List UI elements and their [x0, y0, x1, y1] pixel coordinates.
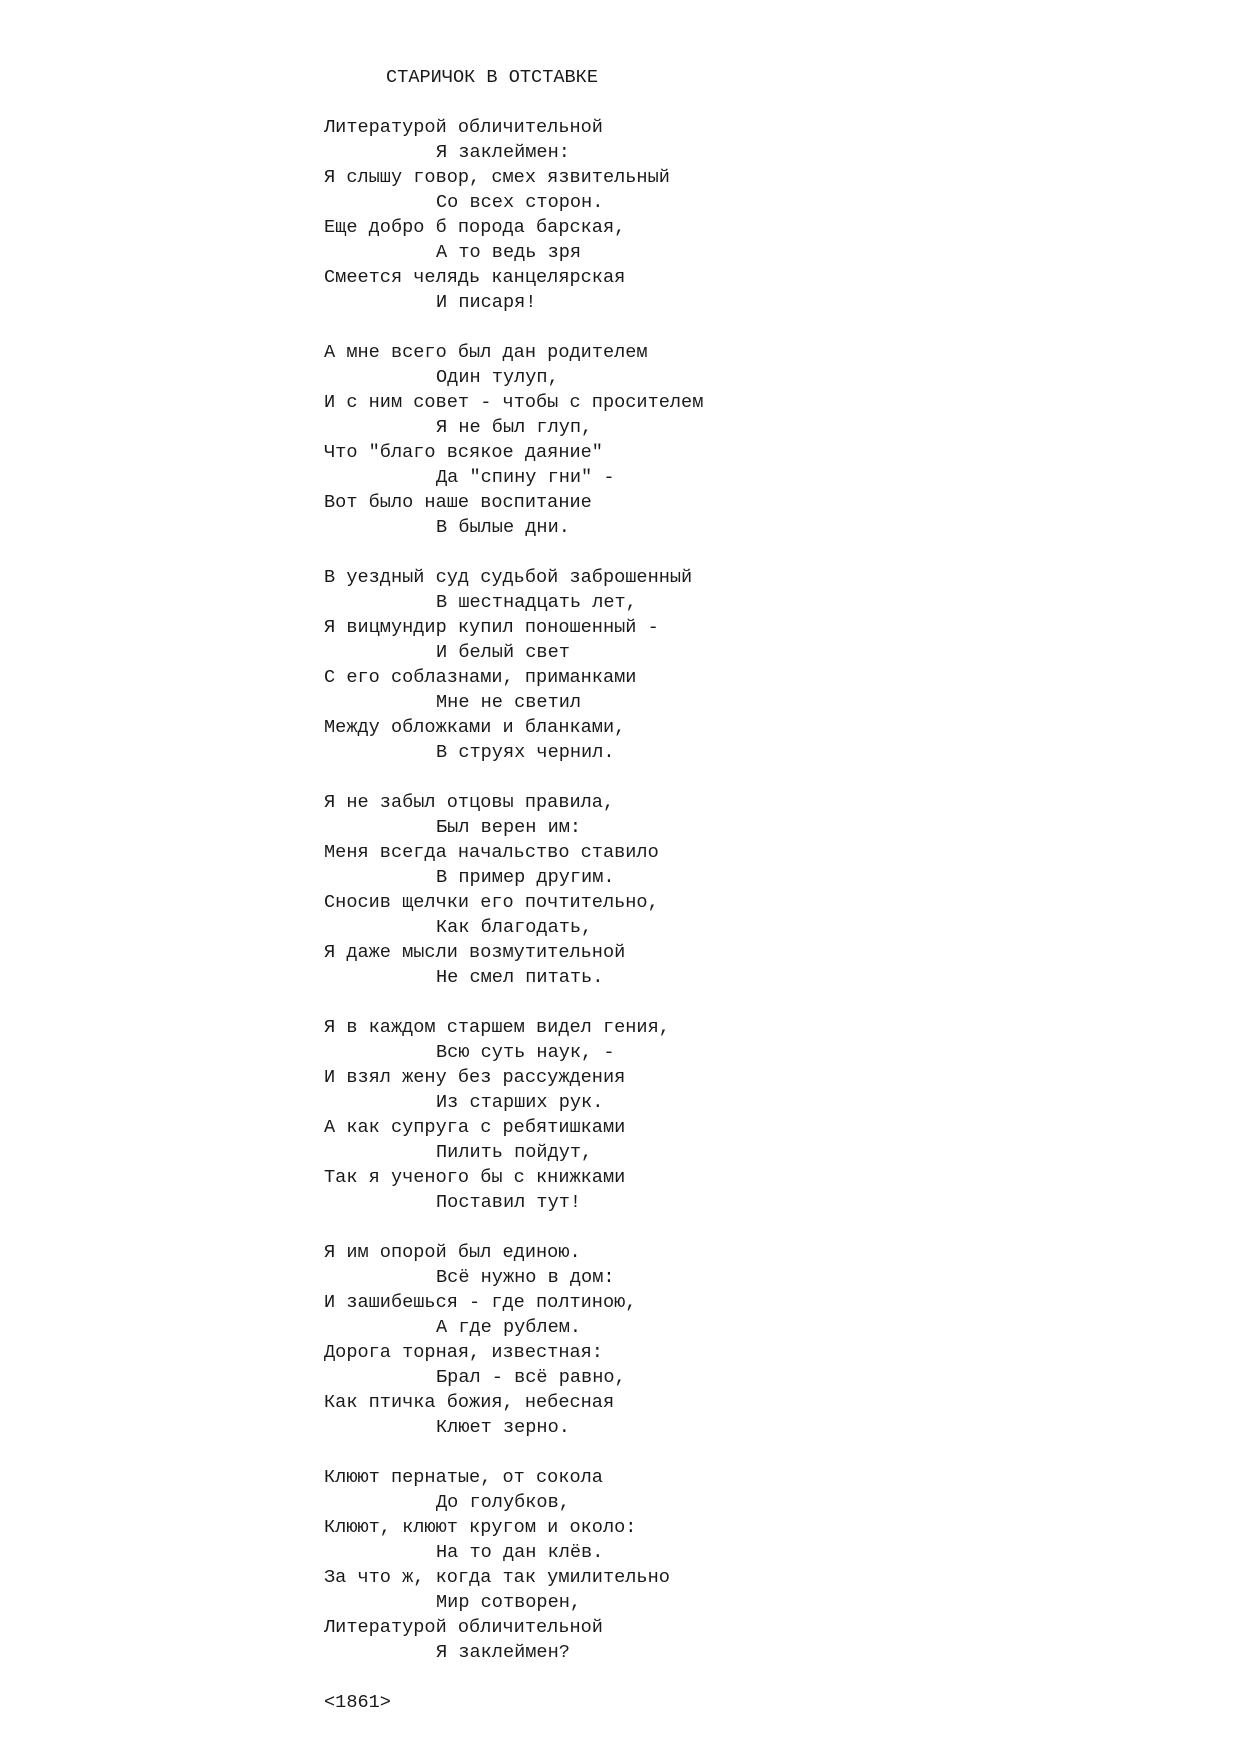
poem-title: СТАРИЧОК В ОТСТАВКЕ — [386, 67, 599, 88]
poem-line: В пример другим. — [436, 867, 615, 888]
poem-line: Так я ученого бы с книжками — [324, 1167, 626, 1188]
poem-line: Я не забыл отцовы правила, — [324, 792, 615, 813]
poem-line: Литературой обличительной — [324, 117, 603, 138]
poem-line: И с ним совет - чтобы с просителем — [324, 392, 704, 413]
poem-line: Вот было наше воспитание — [324, 492, 592, 513]
poem-line: Что "благо всякое даяние" — [324, 442, 603, 463]
poem-line: Со всех сторон. — [436, 192, 604, 213]
poem-line: И взял жену без рассуждения — [324, 1067, 626, 1088]
poem-line: А как супруга с ребятишками — [324, 1117, 626, 1138]
poem-line: А то ведь зря — [436, 242, 582, 263]
poem-line: Я заклеймен: — [436, 142, 570, 163]
poem-line: Как благодать, — [436, 917, 593, 938]
poem-line: Я им опорой был единою. — [324, 1242, 581, 1263]
poem-line: Всё нужно в дом: — [436, 1267, 615, 1288]
poem-line: Я в каждом старшем видел гения, — [324, 1017, 670, 1038]
poem-line: А где рублем. — [436, 1317, 582, 1338]
poem-line: Дорога торная, известная: — [324, 1342, 603, 1363]
poem-line: Я заклеймен? — [436, 1642, 570, 1663]
stanza — [324, 115, 703, 315]
poem-line: Я не был глуп, — [436, 417, 593, 438]
poem-line: В шестнадцать лет, — [436, 592, 637, 613]
poem-line: Мне не светил — [436, 692, 582, 713]
poem-date: <1861> — [324, 1692, 391, 1713]
stanza — [324, 565, 703, 765]
poem-line: На то дан клёв. — [436, 1542, 604, 1563]
poem-line: Был верен им: — [436, 817, 582, 838]
poem-line: До голубков, — [436, 1492, 570, 1513]
poem-line: Из старших рук. — [436, 1092, 604, 1113]
poem-line: Сносив щелчки его почтительно, — [324, 892, 659, 913]
poem-line: Еще добро б порода барская, — [324, 217, 626, 238]
poem-line: В былые дни. — [436, 517, 570, 538]
poem-line: Брал - всё равно, — [436, 1367, 626, 1388]
poem-line: Литературой обличительной — [324, 1617, 603, 1638]
stanza — [324, 1015, 703, 1215]
poem-line: Я слышу говор, смех язвительный — [324, 167, 670, 188]
poem-line: Я даже мысли возмутительной — [324, 942, 626, 963]
poem-body — [324, 115, 703, 1715]
poem-line: И зашибешься - где полтиною, — [324, 1292, 637, 1313]
poem-line: За что ж, когда так умилительно — [324, 1567, 670, 1588]
poem-line: В струях чернил. — [436, 742, 615, 763]
poem-line: Клюет зерно. — [436, 1417, 570, 1438]
stanza — [324, 1240, 703, 1440]
poem-line: Смеется челядь канцелярская — [324, 267, 626, 288]
poem-line: А мне всего был дан родителем — [324, 342, 648, 363]
poem-line: Не смел питать. — [436, 967, 604, 988]
poem-line: Как птичка божия, небесная — [324, 1392, 615, 1413]
poem-line: Клюют, клюют кругом и около: — [324, 1517, 637, 1538]
poem-line: Поставил тут! — [436, 1192, 582, 1213]
stanza — [324, 790, 703, 990]
poem-line: В уездный суд судьбой заброшенный — [324, 567, 693, 588]
poem-line: И белый свет — [436, 642, 570, 663]
stanza — [324, 1465, 703, 1665]
poem-line: Клюют пернатые, от сокола — [324, 1467, 603, 1488]
poem-line: Я вицмундир купил поношенный - — [324, 617, 659, 638]
poem-line: Всю суть наук, - — [436, 1042, 615, 1063]
poem-line: Пилить пойдут, — [436, 1142, 593, 1163]
poem-line: Да "спину гни" - — [436, 467, 615, 488]
poem-line: Мир сотворен, — [436, 1592, 582, 1613]
stanza — [324, 340, 703, 540]
poem-line: Между обложками и бланками, — [324, 717, 626, 738]
poem-line: Меня всегда начальство ставило — [324, 842, 659, 863]
poem-line: Один тулуп, — [436, 367, 559, 388]
poem-line: С его соблазнами, приманками — [324, 667, 637, 688]
poem-line: И писаря! — [436, 292, 537, 313]
